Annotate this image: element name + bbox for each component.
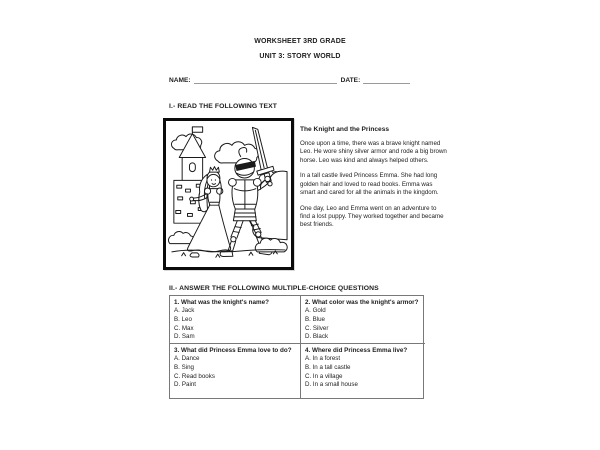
question-text: 3. What did Princess Emma love to do? <box>174 347 292 354</box>
bush-drawing <box>169 231 195 243</box>
question-cell-4 <box>301 344 425 398</box>
question-option: B. In a tall castle <box>305 363 351 371</box>
question-option: B. Blue <box>305 315 325 323</box>
story-paragraph: One day, Leo and Emma went on an adventure to find a lost puppy. They worked together and became best friends. <box>300 204 444 229</box>
name-blank-line <box>194 76 337 84</box>
section-2-heading: II.- ANSWER THE FOLLOWING MULTIPLE-CHOICE QUESTIONS <box>169 285 379 292</box>
question-option: A. Jack <box>174 307 195 314</box>
question-option: B. Sing <box>174 363 194 371</box>
question-option: D. Black <box>305 333 329 341</box>
story-illustration-frame <box>163 118 294 270</box>
question-cell-1 <box>170 296 301 344</box>
question-option: C. Silver <box>305 324 329 332</box>
name-label: NAME: <box>169 77 191 84</box>
crown-icon <box>209 167 219 173</box>
question-text: 1. What was the knight's name? <box>174 299 269 306</box>
name-date-row <box>169 76 411 84</box>
cloud-icon <box>215 142 259 163</box>
story-paragraph: In a tall castle lived Princess Emma. She had long golden hair and loved to read books. Emma was smart and cared for all the animals in the kingdom. <box>300 172 439 197</box>
question-option: C. In a village <box>305 372 343 380</box>
question-option: A. Gold <box>305 307 326 314</box>
section-1-heading: I.- READ THE FOLLOWING TEXT <box>169 103 278 110</box>
question-text: 4. Where did Princess Emma live? <box>305 347 408 354</box>
story-column <box>300 126 448 237</box>
question-option: D. Paint <box>174 381 197 389</box>
worksheet-title: WORKSHEET 3RD GRADE <box>254 38 346 45</box>
question-cell-3 <box>170 344 301 398</box>
question-option: B. Leo <box>174 315 192 323</box>
unit-subtitle: UNIT 3: STORY WORLD <box>259 53 341 60</box>
question-cell-2 <box>301 296 425 344</box>
questions-table <box>169 295 424 399</box>
question-option: A. In a forest <box>305 355 341 362</box>
question-text: 2. What color was the knight's armor? <box>305 299 419 306</box>
date-label: DATE: <box>340 77 361 84</box>
story-paragraph: Once upon a time, there was a brave knight named Leo. He wore shiny silver armor and rode a big brown horse. Leo was kind and always helped others. <box>300 140 447 164</box>
question-option: A. Dance <box>174 355 200 362</box>
question-option: D. In a small house <box>305 381 358 389</box>
question-option: C. Max <box>174 324 194 332</box>
date-blank-line <box>363 76 410 84</box>
question-option: C. Read books <box>174 372 215 380</box>
story-title: The Knight and the Princess <box>300 126 390 133</box>
question-option: D. Sam <box>174 333 195 341</box>
knight-princess-illustration <box>168 123 289 265</box>
